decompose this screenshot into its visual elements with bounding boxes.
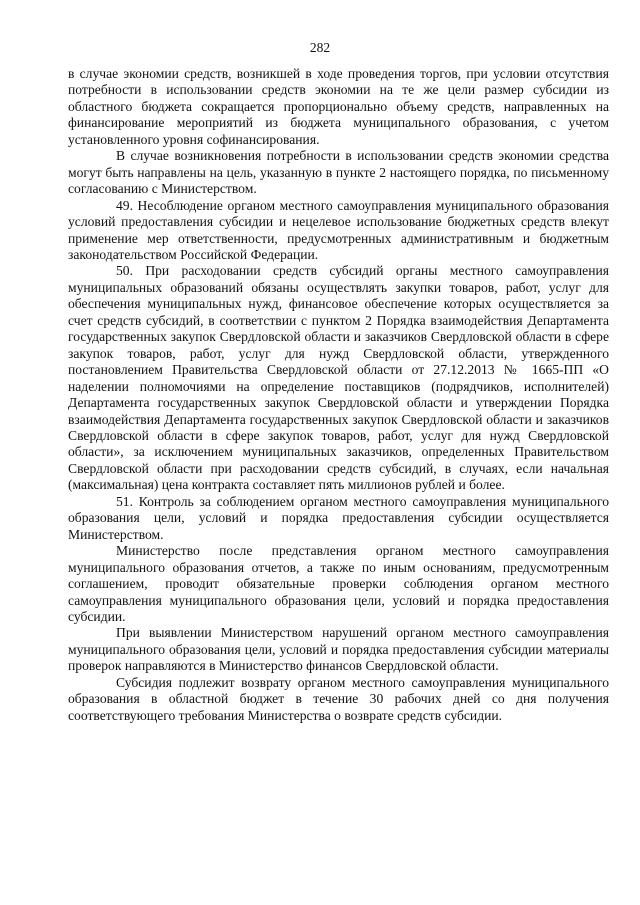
paragraph-violations: При выявлении Министерством нарушений органом местного самоуправления муниципального образования цели, условий и порядка предоставления субсидии материалы проверок направляются в Министерство финансов Свердловской области. — [68, 625, 609, 674]
page-number: 282 — [309, 40, 331, 55]
paragraph-economy-reduction: в случае экономии средств, возникшей в ходе проведения торгов, при условии отсутствия потребности в использовании средств экономии на те же цели размер субсидии из областного бюджета сокращается пропорционально объему средств, направленных на финансирование мероприятий из бюджета муниципального образования, с учетом установленного уровня софинансирования. — [68, 66, 609, 147]
paragraph-economy-use: В случае возникновения потребности в использовании средств экономии средства могут быть направлены на цель, указанную в пункте 2 настоящего порядка, по письменному согласованию с Министерством. — [68, 148, 609, 197]
paragraph-ministry-inspections: Министерство после представления органом местного самоуправления муниципального образования отчетов, а также по иным основаниям, предусмотренным соглашением, проводит обязательные проверки соблюдения органом местного самоуправления муниципального образования цели, условий и порядка предоставления субсидии. — [68, 543, 609, 624]
paragraph-item-51: 51. Контроль за соблюдением органом местного самоуправления муниципального образования цели, условий и порядка предоставления субсидии осуществляется Министерством. — [68, 493, 609, 542]
paragraph-item-50: 50. При расходовании средств субсидий органы местного самоуправления муниципальных образований обязаны осуществлять закупки товаров, работ, услуг для обеспечения муниципальных нужд, финансовое обеспечение которых осуществляется за счет средств субсидий, в соответствии с пунктом 2 Порядка взаимодействия Департамента государственных закупок Свердловской области и заказчиков Свердловской области в сфере закупок товаров, работ, услуг для нужд Свердловской области, утвержденного постановлением Правительства Свердловской области от 27.12.2013 № 1665-ПП «О наделении полномочиями на определение поставщиков (подрядчиков, исполнителей) Департамента государственных закупок Свердловской области и утверждении Порядка взаимодействия Департамента государственных закупок Свердловской области и заказчиков Свердловской области в сфере закупок товаров, работ, услуг для нужд Свердловской области», за исключением муниципальных заказчиков, определенных Правительством Свердловской области при расходовании средств субсидий, в случаях, если начальная (максимальная) цена контракта составляет пять миллионов рублей и более. — [68, 263, 609, 493]
paragraph-subsidy-return: Субсидия подлежит возврату органом местного самоуправления муниципального образования в областной бюджет в течение 30 рабочих дней со дня получения соответствующего требования Министерства о возврате средств субсидии. — [68, 674, 609, 723]
document-body — [68, 66, 609, 724]
paragraph-item-49: 49. Несоблюдение органом местного самоуправления муниципального образования условий предоставления субсидии и нецелевое использование бюджетных средств влекут применение мер ответственности, предусмотренных административным и бюджетным законодательством Российской Федерации. — [68, 197, 609, 262]
